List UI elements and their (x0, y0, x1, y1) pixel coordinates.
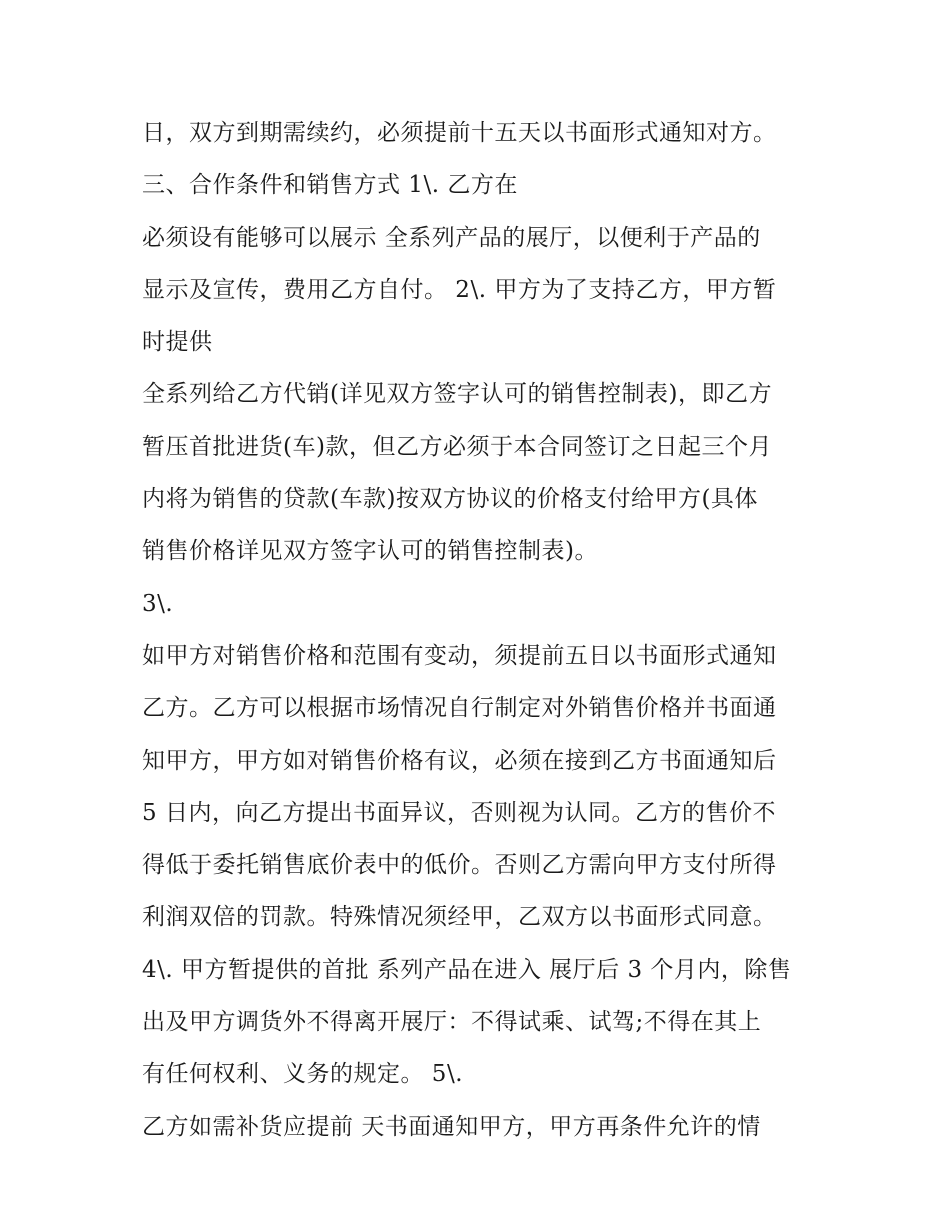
text-line-13: 知甲方，甲方如对销售价格有议，必须在接到乙方书面通知后 (142, 747, 777, 774)
text-line-17: 4\. 甲方暂提供的首批 系列产品在进入 展厅后 3 个月内，除售 (142, 956, 792, 983)
text-line-5: 时提供 (142, 329, 213, 356)
text-line-6: 全系列给乙方代销(详见双方签字认可的销售控制表)，即乙方 (142, 381, 772, 408)
text-line-7: 暂压首批进货(车)款，但乙方必须于本合同签订之日起三个月 (142, 433, 772, 460)
contract-body-text (142, 107, 822, 1153)
text-line-20: 乙方如需补货应提前 天书面通知甲方，甲方再条件允许的情 (142, 1113, 761, 1140)
text-line-2: 三、合作条件和销售方式 1\. 乙方在 (142, 172, 518, 199)
text-line-14: 5 日内，向乙方提出书面异议，否则视为认同。乙方的售价不 (142, 799, 776, 826)
text-line-19: 有任何权利、义务的规定。 5\. (142, 1061, 464, 1088)
text-line-3: 必须设有能够可以展示 全系列产品的展厅，以便利于产品的 (142, 224, 761, 251)
text-line-8: 内将为销售的贷款(车款)按双方协议的价格支付给甲方(具体 (142, 486, 758, 513)
text-line-16: 利润双倍的罚款。特殊情况须经甲，乙双方以书面形式同意。 (142, 904, 777, 931)
text-line-9: 销售价格详见双方签字认可的销售控制表)。 (142, 538, 598, 565)
text-line-11: 如甲方对销售价格和范围有变动，须提前五日以书面形式通知 (142, 642, 777, 669)
text-line-4: 显示及宣传，费用乙方自付。 2\. 甲方为了支持乙方，甲方暂 (142, 276, 777, 303)
text-line-15: 得低于委托销售底价表中的低价。否则乙方需向甲方支付所得 (142, 852, 777, 879)
text-line-10: 3\. (142, 590, 174, 617)
text-line-18: 出及甲方调货外不得离开展厅：不得试乘、试驾;不得在其上 (142, 1009, 762, 1036)
text-line-12: 乙方。乙方可以根据市场情况自行制定对外销售价格并书面通 (142, 695, 777, 722)
text-line-1: 日，双方到期需续约，必须提前十五天以书面形式通知对方。 (142, 120, 777, 146)
